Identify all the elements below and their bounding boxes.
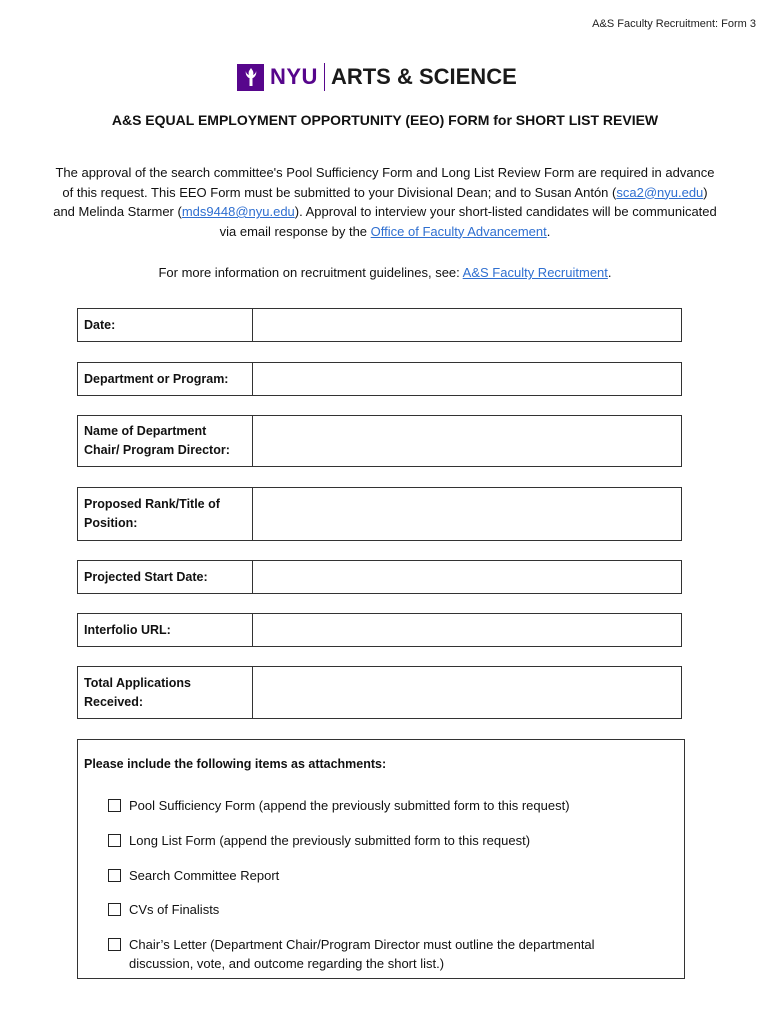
logo-nyu-text: NYU bbox=[270, 64, 318, 89]
email-link-susan[interactable]: sca2@nyu.edu bbox=[616, 184, 704, 200]
attachments-heading: Please include the following items as attachments: bbox=[84, 757, 387, 771]
logo-divider bbox=[324, 63, 325, 91]
attachment-item-label: Chair’s Letter (Department Chair/Program Director must outline the departmental discussion, vote, and outcome regarding the short list.) bbox=[129, 937, 595, 971]
checkbox-chairs-letter[interactable] bbox=[108, 938, 121, 951]
checkbox-pool-sufficiency[interactable] bbox=[108, 799, 121, 812]
intro-paragraph bbox=[50, 163, 720, 241]
rank-input[interactable] bbox=[253, 488, 681, 540]
attachment-item-label: Search Committee Report bbox=[129, 868, 280, 883]
intro-text-4: . bbox=[546, 223, 551, 239]
intro-text-3: ). Approval to interview your short-listed candidates will be communicated via email response by the bbox=[219, 204, 717, 239]
checkbox-cvs-finalists[interactable] bbox=[108, 903, 121, 916]
attachment-item-label: CVs of Finalists bbox=[129, 902, 220, 917]
rank-label-line1: Proposed Rank/Title of bbox=[84, 497, 220, 511]
date-field-row bbox=[77, 308, 682, 342]
department-label: Department or Program: bbox=[78, 363, 253, 395]
department-input[interactable] bbox=[253, 363, 681, 395]
rank-field-row bbox=[77, 487, 682, 541]
interfolio-input[interactable] bbox=[253, 614, 681, 646]
attachment-item bbox=[108, 935, 658, 973]
checkbox-long-list[interactable] bbox=[108, 834, 121, 847]
date-label: Date: bbox=[78, 309, 253, 341]
intro-text-1: The approval of the search committee's Pool Sufficiency Form and Long List Review Form are required in advance of this request. This EEO Form must be submitted to your Divisional Dean; and to Susan Antón ( bbox=[55, 165, 715, 200]
attachments-box bbox=[77, 739, 685, 979]
form-number-header: A&S Faculty Recruitment: Form 3 bbox=[592, 18, 756, 30]
applications-label-line2: Received: bbox=[84, 694, 144, 709]
interfolio-field-row bbox=[77, 613, 682, 647]
applications-label-line1: Total Applications bbox=[84, 675, 191, 690]
chair-label-line2: Chair/ Program Director: bbox=[84, 443, 230, 457]
logo-school-text: ARTS & SCIENCE bbox=[330, 64, 517, 89]
chair-label bbox=[78, 416, 253, 466]
applications-field-row bbox=[77, 666, 682, 719]
nyu-arts-science-logo bbox=[237, 62, 517, 92]
office-faculty-advancement-link[interactable]: Office of Faculty Advancement bbox=[370, 223, 547, 239]
chair-input[interactable] bbox=[253, 416, 681, 466]
start-date-input[interactable] bbox=[253, 561, 681, 593]
email-link-melinda[interactable]: mds9448@nyu.edu bbox=[181, 204, 295, 219]
intro-text-2: ) and Melinda Starmer ( bbox=[53, 184, 708, 219]
interfolio-label: Interfolio URL: bbox=[78, 614, 253, 646]
chair-label-line1: Name of Department bbox=[84, 424, 207, 438]
more-info-line bbox=[0, 265, 770, 280]
date-input[interactable] bbox=[253, 309, 681, 341]
department-field-row bbox=[77, 362, 682, 396]
start-date-label: Projected Start Date: bbox=[78, 561, 253, 593]
attachment-item bbox=[108, 866, 658, 885]
attachment-item-label: Long List Form (append the previously submitted form to this request) bbox=[129, 833, 531, 848]
nyu-torch-icon bbox=[237, 64, 264, 91]
attachment-item bbox=[108, 796, 658, 815]
start-date-field-row bbox=[77, 560, 682, 594]
form-title: A&S EQUAL EMPLOYMENT OPPORTUNITY (EEO) FORM for SHORT LIST REVIEW bbox=[111, 112, 659, 128]
checkbox-committee-report[interactable] bbox=[108, 869, 121, 882]
attachment-item bbox=[108, 831, 658, 850]
faculty-recruitment-link[interactable]: A&S Faculty Recruitment bbox=[462, 265, 608, 280]
attachment-item bbox=[108, 900, 658, 919]
more-info-end: . bbox=[607, 265, 612, 280]
rank-label bbox=[78, 488, 253, 540]
applications-input[interactable] bbox=[253, 667, 681, 718]
more-info-text: For more information on recruitment guidelines, see: bbox=[158, 265, 463, 280]
applications-label bbox=[78, 667, 253, 718]
rank-label-line2: Position: bbox=[84, 516, 138, 530]
chair-field-row bbox=[77, 415, 682, 467]
attachment-item-label: Pool Sufficiency Form (append the previously submitted form to this request) bbox=[129, 798, 570, 813]
